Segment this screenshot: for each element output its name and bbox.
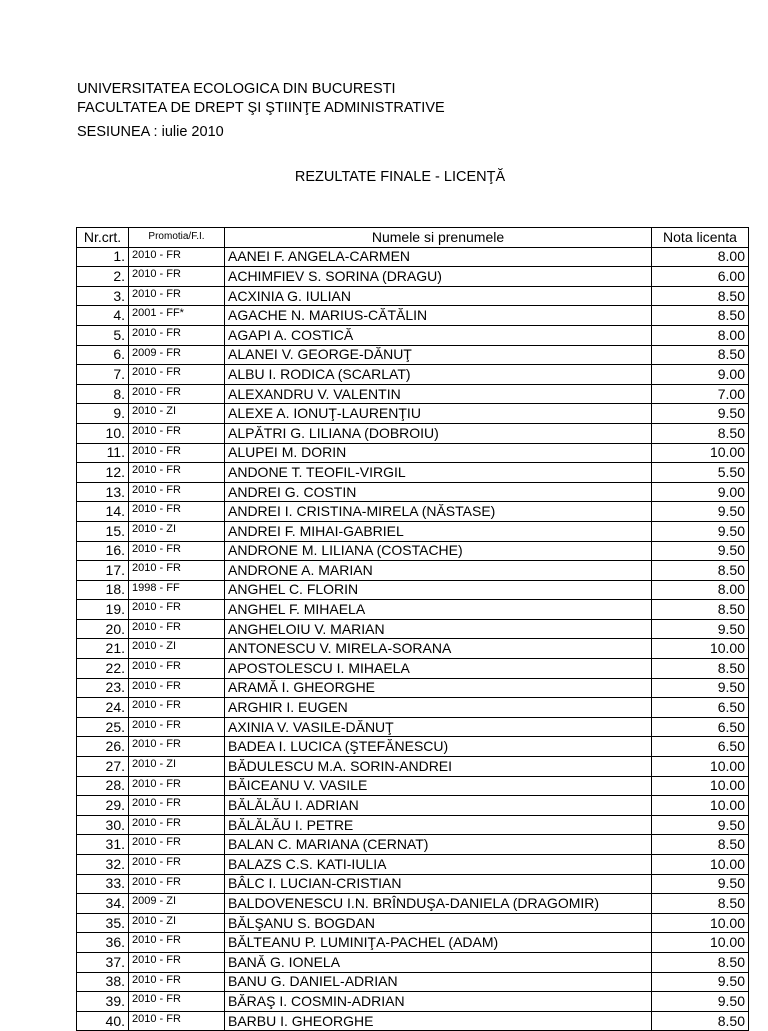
row-promotion: 2010 - FR: [129, 286, 225, 306]
row-name: APOSTOLESCU I. MIHAELA: [225, 659, 652, 679]
table-row: [77, 502, 749, 522]
table-row: [77, 757, 749, 777]
row-number: 23.: [77, 678, 129, 698]
row-promotion: 2010 - FR: [129, 796, 225, 816]
row-number: 12.: [77, 463, 129, 483]
row-grade: 5.50: [652, 463, 749, 483]
table-row: [77, 776, 749, 796]
row-promotion: 2010 - FR: [129, 737, 225, 757]
row-name: ANTONESCU V. MIRELA-SORANA: [225, 639, 652, 659]
row-grade: 6.50: [652, 737, 749, 757]
row-name: ALEXE A. IONUŢ-LAURENŢIU: [225, 404, 652, 424]
table-row: [77, 1011, 749, 1031]
row-name: AXINIA V. VASILE-DĂNUŢ: [225, 717, 652, 737]
row-number: 38.: [77, 972, 129, 992]
row-promotion: 2010 - FR: [129, 365, 225, 385]
row-name: BĂRAŞ I. COSMIN-ADRIAN: [225, 992, 652, 1012]
table-row: [77, 835, 749, 855]
row-number: 4.: [77, 306, 129, 326]
row-number: 9.: [77, 404, 129, 424]
row-name: ANDRONE M. LILIANA (COSTACHE): [225, 541, 652, 561]
row-promotion: 2010 - FR: [129, 247, 225, 267]
row-name: ANGHELOIU V. MARIAN: [225, 619, 652, 639]
table-row: [77, 463, 749, 483]
row-name: BALDOVENESCU I.N. BRÎNDUŞA-DANIELA (DRAGOMIR): [225, 894, 652, 914]
row-name: AANEI F. ANGELA-CARMEN: [225, 247, 652, 267]
row-grade: 8.50: [652, 600, 749, 620]
row-number: 21.: [77, 639, 129, 659]
column-header-promotion: Promotia/F.I.: [129, 228, 225, 248]
row-name: BĂICEANU V. VASILE: [225, 776, 652, 796]
row-number: 6.: [77, 345, 129, 365]
table-row: [77, 698, 749, 718]
table-row: [77, 423, 749, 443]
row-grade: 8.50: [652, 835, 749, 855]
row-number: 24.: [77, 698, 129, 718]
table-row: [77, 600, 749, 620]
row-name: ANDREI G. COSTIN: [225, 482, 652, 502]
row-promotion: 2010 - FR: [129, 502, 225, 522]
table-row: [77, 286, 749, 306]
row-number: 40.: [77, 1011, 129, 1031]
row-promotion: 2010 - FR: [129, 325, 225, 345]
row-name: ANGHEL C. FLORIN: [225, 580, 652, 600]
row-grade: 9.50: [652, 502, 749, 522]
row-name: ANGHEL F. MIHAELA: [225, 600, 652, 620]
row-name: BĂLŞANU S. BOGDAN: [225, 913, 652, 933]
row-grade: 9.50: [652, 541, 749, 561]
row-promotion: 2010 - ZI: [129, 913, 225, 933]
row-grade: 10.00: [652, 855, 749, 875]
row-number: 18.: [77, 580, 129, 600]
row-number: 10.: [77, 423, 129, 443]
row-grade: 9.50: [652, 992, 749, 1012]
table-row: [77, 796, 749, 816]
table-row: [77, 482, 749, 502]
row-grade: 8.50: [652, 423, 749, 443]
row-number: 19.: [77, 600, 129, 620]
row-grade: 9.50: [652, 619, 749, 639]
row-promotion: 2009 - ZI: [129, 894, 225, 914]
row-promotion: 2010 - FR: [129, 659, 225, 679]
table-row: [77, 561, 749, 581]
row-number: 14.: [77, 502, 129, 522]
row-number: 11.: [77, 443, 129, 463]
row-name: ANDREI F. MIHAI-GABRIEL: [225, 521, 652, 541]
row-promotion: 2010 - FR: [129, 992, 225, 1012]
row-name: AGACHE N. MARIUS-CĂTĂLIN: [225, 306, 652, 326]
row-promotion: 2010 - ZI: [129, 639, 225, 659]
row-number: 17.: [77, 561, 129, 581]
table-row: [77, 894, 749, 914]
results-table: [76, 227, 749, 1031]
column-header-grade: Nota licenta: [652, 228, 749, 248]
row-name: BĂDULESCU M.A. SORIN-ANDREI: [225, 757, 652, 777]
row-promotion: 2010 - FR: [129, 600, 225, 620]
row-grade: 9.50: [652, 874, 749, 894]
row-name: ANDONE T. TEOFIL-VIRGIL: [225, 463, 652, 483]
row-promotion: 2010 - FR: [129, 776, 225, 796]
row-number: 29.: [77, 796, 129, 816]
row-name: ANDRONE A. MARIAN: [225, 561, 652, 581]
row-name: BĂLTEANU P. LUMINIŢA-PACHEL (ADAM): [225, 933, 652, 953]
column-header-name: Numele si prenumele: [225, 228, 652, 248]
row-grade: 8.50: [652, 952, 749, 972]
row-promotion: 2010 - FR: [129, 815, 225, 835]
row-name: ALUPEI M. DORIN: [225, 443, 652, 463]
faculty-name: FACULTATEA DE DREPT ŞI ŞTIINŢE ADMINISTRATIVE: [77, 100, 445, 116]
row-name: BALAZS C.S. KATI-IULIA: [225, 855, 652, 875]
row-grade: 8.50: [652, 1011, 749, 1031]
row-grade: 10.00: [652, 639, 749, 659]
row-promotion: 2010 - FR: [129, 463, 225, 483]
row-grade: 7.00: [652, 384, 749, 404]
table-row: [77, 619, 749, 639]
row-grade: 8.50: [652, 306, 749, 326]
table-row: [77, 855, 749, 875]
university-name: UNIVERSITATEA ECOLOGICA DIN BUCURESTI: [77, 81, 396, 97]
row-grade: 8.50: [652, 561, 749, 581]
row-promotion: 2010 - FR: [129, 1011, 225, 1031]
row-grade: 8.50: [652, 345, 749, 365]
row-grade: 10.00: [652, 913, 749, 933]
row-number: 13.: [77, 482, 129, 502]
row-name: BARBU I. GHEORGHE: [225, 1011, 652, 1031]
table-row: [77, 874, 749, 894]
row-number: 26.: [77, 737, 129, 757]
row-promotion: 2010 - FR: [129, 384, 225, 404]
row-number: 20.: [77, 619, 129, 639]
table-row: [77, 933, 749, 953]
row-number: 15.: [77, 521, 129, 541]
row-promotion: 2010 - FR: [129, 952, 225, 972]
row-number: 25.: [77, 717, 129, 737]
row-name: ALPĂTRI G. LILIANA (DOBROIU): [225, 423, 652, 443]
row-number: 35.: [77, 913, 129, 933]
row-number: 16.: [77, 541, 129, 561]
row-name: ACHIMFIEV S. SORINA (DRAGU): [225, 267, 652, 287]
row-grade: 6.50: [652, 698, 749, 718]
row-number: 30.: [77, 815, 129, 835]
table-row: [77, 345, 749, 365]
row-promotion: 2010 - ZI: [129, 404, 225, 424]
row-number: 3.: [77, 286, 129, 306]
row-grade: 9.50: [652, 972, 749, 992]
table-row: [77, 365, 749, 385]
row-number: 34.: [77, 894, 129, 914]
table-row: [77, 521, 749, 541]
row-promotion: 2001 - FF*: [129, 306, 225, 326]
row-grade: 10.00: [652, 776, 749, 796]
row-grade: 10.00: [652, 443, 749, 463]
page-title: REZULTATE FINALE - LICENŢĂ: [294, 169, 506, 185]
row-grade: 10.00: [652, 757, 749, 777]
row-number: 5.: [77, 325, 129, 345]
row-grade: 9.50: [652, 678, 749, 698]
row-name: ANDREI I. CRISTINA-MIRELA (NĂSTASE): [225, 502, 652, 522]
row-promotion: 2010 - FR: [129, 619, 225, 639]
row-name: BANĂ G. IONELA: [225, 952, 652, 972]
row-number: 1.: [77, 247, 129, 267]
row-number: 28.: [77, 776, 129, 796]
row-grade: 8.50: [652, 894, 749, 914]
table-row: [77, 443, 749, 463]
row-promotion: 2009 - FR: [129, 345, 225, 365]
row-grade: 10.00: [652, 796, 749, 816]
table-row: [77, 678, 749, 698]
row-promotion: 2010 - FR: [129, 933, 225, 953]
row-name: BANU G. DANIEL-ADRIAN: [225, 972, 652, 992]
row-number: 39.: [77, 992, 129, 1012]
row-grade: 8.00: [652, 325, 749, 345]
row-promotion: 2010 - FR: [129, 698, 225, 718]
row-promotion: 2010 - FR: [129, 541, 225, 561]
table-row: [77, 913, 749, 933]
table-row: [77, 325, 749, 345]
row-number: 27.: [77, 757, 129, 777]
row-grade: 6.50: [652, 717, 749, 737]
row-grade: 8.00: [652, 580, 749, 600]
row-number: 2.: [77, 267, 129, 287]
row-promotion: 2010 - FR: [129, 678, 225, 698]
row-name: ARAMĂ I. GHEORGHE: [225, 678, 652, 698]
row-name: ALEXANDRU V. VALENTIN: [225, 384, 652, 404]
table-row: [77, 267, 749, 287]
row-name: ACXINIA G. IULIAN: [225, 286, 652, 306]
row-promotion: 2010 - FR: [129, 855, 225, 875]
row-promotion: 2010 - FR: [129, 443, 225, 463]
table-row: [77, 306, 749, 326]
row-grade: 8.50: [652, 659, 749, 679]
row-name: BÂLC I. LUCIAN-CRISTIAN: [225, 874, 652, 894]
row-promotion: 2010 - FR: [129, 561, 225, 581]
row-grade: 9.50: [652, 404, 749, 424]
row-number: 36.: [77, 933, 129, 953]
row-grade: 6.00: [652, 267, 749, 287]
row-number: 7.: [77, 365, 129, 385]
row-promotion: 2010 - FR: [129, 423, 225, 443]
document-header: [77, 80, 445, 142]
table-row: [77, 992, 749, 1012]
row-number: 31.: [77, 835, 129, 855]
row-number: 8.: [77, 384, 129, 404]
row-promotion: 2010 - FR: [129, 717, 225, 737]
table-row: [77, 639, 749, 659]
row-name: BĂLĂLĂU I. ADRIAN: [225, 796, 652, 816]
row-promotion: 2010 - FR: [129, 267, 225, 287]
row-number: 32.: [77, 855, 129, 875]
row-name: BADEA I. LUCICA (ŞTEFĂNESCU): [225, 737, 652, 757]
table-row: [77, 952, 749, 972]
row-grade: 9.50: [652, 521, 749, 541]
row-promotion: 2010 - ZI: [129, 521, 225, 541]
table-row: [77, 815, 749, 835]
row-grade: 9.00: [652, 482, 749, 502]
session-label: SESIUNEA : iulie 2010: [77, 124, 224, 140]
row-grade: 8.50: [652, 286, 749, 306]
table-row: [77, 247, 749, 267]
row-number: 37.: [77, 952, 129, 972]
table-row: [77, 717, 749, 737]
table-header-row: [77, 228, 749, 248]
row-grade: 8.00: [652, 247, 749, 267]
column-header-nr: Nr.crt.: [77, 228, 129, 248]
table-row: [77, 541, 749, 561]
row-grade: 9.00: [652, 365, 749, 385]
row-promotion: 1998 - FF: [129, 580, 225, 600]
row-grade: 9.50: [652, 815, 749, 835]
row-name: ARGHIR I. EUGEN: [225, 698, 652, 718]
row-name: BĂLĂLĂU I. PETRE: [225, 815, 652, 835]
row-grade: 10.00: [652, 933, 749, 953]
table-body: [77, 247, 749, 1031]
row-promotion: 2010 - FR: [129, 972, 225, 992]
row-name: ALANEI V. GEORGE-DĂNUŢ: [225, 345, 652, 365]
table-row: [77, 737, 749, 757]
table-row: [77, 659, 749, 679]
row-promotion: 2010 - FR: [129, 835, 225, 855]
row-name: AGAPI A. COSTICĂ: [225, 325, 652, 345]
row-name: ALBU I. RODICA (SCARLAT): [225, 365, 652, 385]
row-promotion: 2010 - FR: [129, 874, 225, 894]
table-row: [77, 580, 749, 600]
row-name: BALAN C. MARIANA (CERNAT): [225, 835, 652, 855]
row-number: 22.: [77, 659, 129, 679]
row-promotion: 2010 - ZI: [129, 757, 225, 777]
row-number: 33.: [77, 874, 129, 894]
row-promotion: 2010 - FR: [129, 482, 225, 502]
table-row: [77, 972, 749, 992]
table-row: [77, 384, 749, 404]
table-row: [77, 404, 749, 424]
